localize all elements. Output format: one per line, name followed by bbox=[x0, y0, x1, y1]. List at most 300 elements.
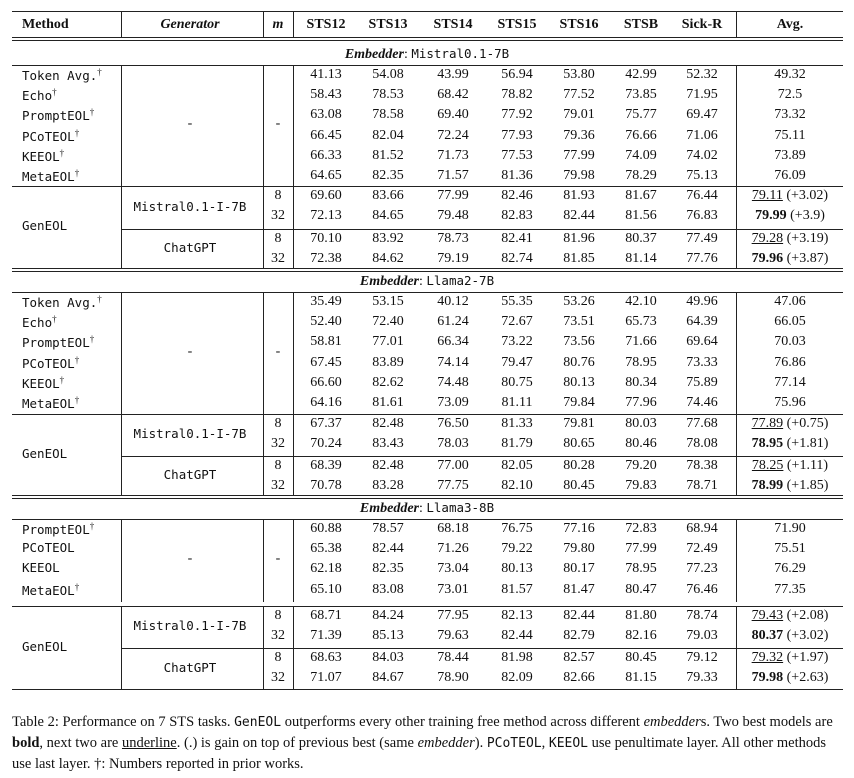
avg-score: 78.95 bbox=[751, 436, 784, 452]
method-name bbox=[22, 335, 94, 350]
avg-gain: (+3.19) bbox=[786, 231, 829, 246]
caption-text: outperforms every other training free method across different bbox=[281, 714, 644, 730]
m-dash: - bbox=[275, 116, 281, 131]
score-cell: 77.76 bbox=[686, 251, 718, 267]
caption-text: use penultimate layer. All other methods use last layer. †: Numbers reported in prior works. bbox=[12, 735, 827, 772]
column-header-method: Method bbox=[22, 17, 69, 32]
embedder-name: Mistral0.1-7B bbox=[411, 46, 510, 61]
m-value: 8 bbox=[274, 416, 282, 431]
column-header-stsb: STSB bbox=[623, 17, 659, 32]
score-cell: 77.99 bbox=[625, 541, 657, 557]
caption-text: ). bbox=[474, 735, 487, 751]
score-cell: 76.75 bbox=[501, 521, 533, 536]
column-header-sts13: STS13 bbox=[368, 17, 408, 32]
score-cell: 78.08 bbox=[686, 436, 718, 452]
dagger-mark: † bbox=[97, 294, 102, 304]
score-cell: 82.66 bbox=[563, 670, 595, 686]
method-name bbox=[22, 315, 57, 330]
score-cell: 81.96 bbox=[563, 231, 595, 246]
caption-genfeol: GenEOL bbox=[234, 715, 282, 730]
genfeol-method: GenEOL bbox=[22, 638, 68, 654]
embedder-colon: : bbox=[418, 274, 427, 289]
caption-text: , bbox=[541, 735, 549, 751]
avg-gain: (+3.02) bbox=[786, 188, 829, 203]
avg-score: 79.98 bbox=[751, 670, 784, 686]
rule-line bbox=[12, 268, 843, 269]
score-cell: 72.83 bbox=[625, 521, 657, 536]
score-cell: 68.71 bbox=[310, 608, 342, 623]
embedder-title bbox=[360, 502, 494, 516]
score-cell: 67.45 bbox=[310, 354, 342, 370]
embedder-label: Embedder bbox=[344, 47, 404, 62]
method-label: PCoTEOL bbox=[22, 540, 75, 556]
embedder-colon: : bbox=[403, 47, 412, 62]
score-cell: 77.99 bbox=[563, 147, 595, 163]
method-name bbox=[22, 583, 79, 598]
generator-dash: - bbox=[187, 343, 193, 359]
score-cell: 82.35 bbox=[372, 168, 404, 183]
m-value: 8 bbox=[274, 608, 282, 623]
score-cell: 71.06 bbox=[686, 127, 718, 143]
rule-line bbox=[121, 648, 843, 649]
rule-line bbox=[12, 495, 843, 496]
embedder-name: Llama2-7B bbox=[426, 273, 495, 288]
rule-line bbox=[121, 456, 843, 457]
method-label: PromptEOL bbox=[22, 108, 90, 124]
score-cell: 73.22 bbox=[501, 334, 533, 350]
column-rule bbox=[736, 292, 737, 414]
score-cell: 77.75 bbox=[437, 478, 469, 494]
score-cell: 79.47 bbox=[501, 354, 533, 370]
column-rule bbox=[263, 519, 264, 602]
score-cell: 81.52 bbox=[372, 147, 404, 163]
rule-line bbox=[12, 498, 843, 499]
score-cell: 74.46 bbox=[686, 395, 718, 410]
method-name bbox=[22, 562, 60, 575]
caption-embedder: embedder bbox=[643, 714, 701, 730]
score-cell: 82.83 bbox=[501, 208, 533, 224]
score-cell: 82.04 bbox=[372, 127, 404, 143]
rule-line bbox=[12, 606, 843, 607]
score-cell: 84.62 bbox=[372, 251, 404, 267]
score-cell: 76.50 bbox=[437, 416, 469, 431]
dagger-mark: † bbox=[89, 334, 95, 345]
score-cell: 65.10 bbox=[310, 581, 342, 597]
score-cell: 77.93 bbox=[501, 127, 533, 143]
m-value: 8 bbox=[274, 458, 282, 473]
avg-gain: (+3.02) bbox=[786, 628, 829, 644]
avg-score: 78.99 bbox=[751, 478, 784, 494]
score-cell: 80.13 bbox=[563, 374, 595, 390]
score-cell: 77.23 bbox=[686, 561, 718, 577]
score-cell: 80.45 bbox=[625, 650, 657, 665]
score-cell: 81.93 bbox=[563, 188, 595, 203]
generator-name: Mistral0.1-I-7B bbox=[133, 618, 247, 633]
score-cell: 60.88 bbox=[310, 521, 342, 536]
score-cell: 76.83 bbox=[686, 208, 718, 224]
score-cell: 70.78 bbox=[310, 478, 342, 494]
dagger-mark: † bbox=[89, 521, 95, 531]
score-cell: 84.03 bbox=[372, 650, 404, 665]
score-cell: 84.24 bbox=[372, 608, 404, 623]
score-cell: 64.65 bbox=[310, 168, 342, 183]
score-cell: 82.41 bbox=[501, 231, 533, 246]
score-cell: 54.08 bbox=[372, 67, 404, 82]
avg-cell: 70.03 bbox=[774, 334, 806, 350]
score-cell: 69.47 bbox=[686, 107, 718, 123]
column-rule bbox=[121, 65, 122, 186]
avg-gain: (+2.08) bbox=[786, 608, 829, 623]
score-cell: 73.01 bbox=[437, 581, 469, 597]
score-cell: 82.44 bbox=[501, 628, 533, 644]
generator-name: ChatGPT bbox=[163, 659, 217, 675]
score-cell: 81.67 bbox=[625, 188, 657, 203]
column-rule bbox=[293, 414, 294, 495]
score-cell: 78.95 bbox=[625, 561, 657, 577]
method-label: Token Avg. bbox=[22, 295, 98, 311]
method-name bbox=[22, 295, 102, 310]
avg-score: 80.37 bbox=[751, 628, 784, 644]
score-cell: 81.98 bbox=[501, 650, 533, 665]
genfeol-method: GenEOL bbox=[22, 218, 68, 233]
score-cell: 82.48 bbox=[372, 458, 404, 473]
avg-cell: 77.35 bbox=[774, 581, 806, 597]
score-cell: 66.45 bbox=[310, 127, 342, 143]
caption-pcoteol: PCoTEOL bbox=[486, 736, 542, 751]
rule-line bbox=[12, 271, 843, 272]
avg-cell: 66.05 bbox=[774, 314, 806, 330]
score-cell: 78.57 bbox=[372, 521, 404, 536]
score-cell: 76.46 bbox=[686, 581, 718, 597]
score-cell: 80.28 bbox=[563, 458, 595, 473]
score-cell: 78.58 bbox=[372, 107, 404, 123]
embedder-label: Embedder bbox=[359, 501, 419, 516]
score-cell: 72.38 bbox=[310, 251, 342, 267]
score-cell: 81.15 bbox=[625, 670, 657, 686]
column-rule bbox=[293, 11, 294, 37]
score-cell: 72.49 bbox=[686, 541, 718, 557]
method-name bbox=[22, 396, 79, 411]
score-cell: 66.60 bbox=[310, 374, 342, 390]
avg-cell: 73.32 bbox=[774, 107, 806, 123]
score-cell: 83.89 bbox=[372, 354, 404, 370]
score-cell: 72.67 bbox=[501, 314, 533, 330]
score-cell: 81.11 bbox=[501, 395, 533, 410]
column-rule bbox=[736, 414, 737, 495]
caption-text: . (.) is gain on top of previous best (same bbox=[176, 735, 418, 751]
avg-score: 79.96 bbox=[751, 251, 784, 267]
score-cell: 82.74 bbox=[501, 251, 533, 267]
score-cell: 82.48 bbox=[372, 416, 404, 431]
score-cell: 83.28 bbox=[372, 478, 404, 494]
column-rule bbox=[736, 65, 737, 186]
column-rule bbox=[121, 519, 122, 602]
caption-text: s. Two best models are bbox=[700, 714, 833, 730]
score-cell: 78.95 bbox=[625, 354, 657, 370]
column-rule bbox=[293, 519, 294, 602]
dagger-mark: † bbox=[59, 147, 65, 158]
method-label: PCoTEOL bbox=[22, 128, 75, 144]
score-cell: 79.48 bbox=[437, 208, 469, 224]
column-rule bbox=[736, 519, 737, 602]
score-cell: 76.66 bbox=[625, 127, 657, 143]
score-cell: 80.03 bbox=[625, 416, 657, 431]
score-cell: 64.16 bbox=[310, 395, 342, 410]
score-cell: 82.46 bbox=[501, 188, 533, 203]
dagger-mark: † bbox=[74, 168, 80, 178]
score-cell: 82.57 bbox=[563, 650, 595, 665]
score-cell: 81.85 bbox=[563, 251, 595, 267]
score-cell: 79.98 bbox=[563, 168, 595, 183]
rule-line bbox=[12, 689, 843, 690]
score-cell: 82.79 bbox=[563, 628, 595, 644]
avg-score: 79.99 bbox=[755, 208, 787, 224]
score-cell: 58.81 bbox=[310, 334, 342, 350]
dagger-mark: † bbox=[59, 374, 65, 385]
score-cell: 58.43 bbox=[310, 87, 342, 103]
method-name bbox=[22, 108, 94, 123]
score-cell: 77.01 bbox=[372, 334, 404, 350]
generator-name: Mistral0.1-I-7B bbox=[133, 426, 247, 441]
caption-embedder: embedder bbox=[417, 735, 475, 751]
score-cell: 68.18 bbox=[437, 521, 469, 536]
column-rule bbox=[121, 292, 122, 414]
column-rule bbox=[121, 414, 122, 495]
method-label: MetaEOL bbox=[22, 169, 75, 185]
score-cell: 78.90 bbox=[437, 670, 469, 686]
score-cell: 80.46 bbox=[625, 436, 657, 452]
score-cell: 75.13 bbox=[686, 168, 718, 183]
score-cell: 71.07 bbox=[310, 670, 342, 686]
score-cell: 71.39 bbox=[310, 628, 342, 644]
generator-name: ChatGPT bbox=[163, 466, 217, 482]
avg-cell: 76.86 bbox=[774, 354, 806, 370]
score-cell: 53.15 bbox=[372, 294, 404, 309]
column-rule bbox=[263, 292, 264, 414]
m-value: 8 bbox=[274, 188, 282, 203]
avg-cell: 77.14 bbox=[774, 374, 806, 390]
score-cell: 53.26 bbox=[563, 294, 595, 309]
score-cell: 74.09 bbox=[625, 147, 657, 163]
score-cell: 61.24 bbox=[437, 314, 469, 330]
score-cell: 64.39 bbox=[686, 314, 718, 330]
score-cell: 79.12 bbox=[686, 650, 718, 665]
avg-cell: 47.06 bbox=[774, 294, 806, 309]
score-cell: 71.95 bbox=[686, 87, 718, 103]
column-header-sts12: STS12 bbox=[306, 17, 346, 32]
caption-bold: bold bbox=[12, 735, 40, 751]
score-cell: 77.16 bbox=[563, 521, 595, 536]
score-cell: 74.02 bbox=[686, 147, 718, 163]
score-cell: 70.24 bbox=[310, 436, 342, 452]
dagger-mark: † bbox=[74, 581, 80, 592]
avg-cell: 76.29 bbox=[774, 561, 806, 577]
score-cell: 78.82 bbox=[501, 87, 533, 103]
score-cell: 75.77 bbox=[625, 107, 657, 123]
method-label: PromptEOL bbox=[22, 522, 90, 538]
score-cell: 71.66 bbox=[625, 334, 657, 350]
score-cell: 79.33 bbox=[686, 670, 718, 686]
method-name bbox=[22, 542, 75, 555]
embedder-title bbox=[345, 48, 509, 62]
caption-text: Table 2: Performance on 7 STS tasks. bbox=[12, 714, 235, 730]
score-cell: 79.20 bbox=[625, 458, 657, 473]
method-name bbox=[22, 169, 79, 184]
rule-line bbox=[12, 40, 843, 41]
score-cell: 77.52 bbox=[563, 87, 595, 103]
score-cell: 71.26 bbox=[437, 541, 469, 557]
score-cell: 35.49 bbox=[310, 294, 342, 309]
score-cell: 76.44 bbox=[686, 188, 718, 203]
rule-line bbox=[121, 229, 843, 230]
caption-underline: underline bbox=[121, 735, 177, 751]
score-cell: 73.04 bbox=[437, 561, 469, 577]
avg-gain: (+1.11) bbox=[786, 458, 829, 473]
generator-name: ChatGPT bbox=[163, 239, 217, 255]
score-cell: 68.63 bbox=[310, 650, 342, 665]
score-cell: 75.89 bbox=[686, 374, 718, 390]
score-cell: 69.40 bbox=[437, 107, 469, 123]
column-header-m: m bbox=[272, 17, 284, 32]
method-name bbox=[22, 376, 64, 391]
column-rule bbox=[263, 414, 264, 495]
score-cell: 77.95 bbox=[437, 608, 469, 623]
score-cell: 68.39 bbox=[310, 458, 342, 473]
rule-line bbox=[12, 37, 843, 38]
score-cell: 65.38 bbox=[310, 541, 342, 557]
embedder-colon: : bbox=[418, 501, 427, 516]
score-cell: 84.65 bbox=[372, 208, 404, 224]
embedder-label: Embedder bbox=[359, 274, 419, 289]
avg-gain: (+1.81) bbox=[786, 436, 829, 452]
m-value: 32 bbox=[271, 208, 285, 224]
score-cell: 83.66 bbox=[372, 188, 404, 203]
avg-gain: (+0.75) bbox=[786, 416, 829, 431]
score-cell: 49.96 bbox=[686, 294, 718, 309]
dagger-mark: † bbox=[97, 67, 102, 77]
column-header-sts14: STS14 bbox=[433, 17, 473, 32]
score-cell: 74.14 bbox=[437, 354, 469, 370]
score-cell: 80.75 bbox=[501, 374, 533, 390]
method-name bbox=[22, 522, 94, 537]
score-cell: 81.61 bbox=[372, 395, 404, 410]
table-caption bbox=[12, 712, 844, 775]
score-cell: 80.34 bbox=[625, 374, 657, 390]
score-cell: 82.44 bbox=[563, 208, 595, 224]
method-label: Echo bbox=[22, 315, 53, 331]
score-cell: 79.83 bbox=[625, 478, 657, 494]
score-cell: 79.01 bbox=[563, 107, 595, 123]
score-cell: 68.42 bbox=[437, 87, 469, 103]
column-rule bbox=[736, 186, 737, 268]
score-cell: 79.19 bbox=[437, 251, 469, 267]
column-rule bbox=[263, 65, 264, 186]
score-cell: 73.33 bbox=[686, 354, 718, 370]
column-rule bbox=[121, 186, 122, 268]
rule-line bbox=[12, 292, 843, 293]
score-cell: 69.64 bbox=[686, 334, 718, 350]
column-header-sick-r: Sick-R bbox=[681, 17, 723, 32]
score-cell: 77.49 bbox=[686, 231, 718, 246]
column-rule bbox=[121, 11, 122, 37]
score-cell: 80.76 bbox=[563, 354, 595, 370]
score-cell: 74.48 bbox=[437, 374, 469, 390]
avg-cell: 49.32 bbox=[774, 67, 806, 82]
dagger-mark: † bbox=[89, 107, 95, 118]
score-cell: 81.57 bbox=[501, 581, 533, 597]
avg-cell bbox=[752, 252, 829, 266]
score-cell: 81.47 bbox=[563, 581, 595, 597]
score-cell: 77.99 bbox=[437, 188, 469, 203]
m-value: 8 bbox=[274, 650, 282, 665]
m-value: 32 bbox=[271, 251, 285, 267]
score-cell: 70.10 bbox=[310, 231, 342, 246]
method-name bbox=[22, 149, 64, 164]
score-cell: 79.63 bbox=[437, 628, 469, 644]
avg-score: 79.28 bbox=[751, 231, 784, 246]
score-cell: 53.80 bbox=[563, 67, 595, 82]
score-cell: 83.43 bbox=[372, 436, 404, 452]
method-label: Token Avg. bbox=[22, 68, 98, 84]
column-rule bbox=[736, 11, 737, 37]
score-cell: 81.36 bbox=[501, 168, 533, 183]
method-name bbox=[22, 68, 102, 83]
avg-cell bbox=[752, 189, 828, 203]
column-header-generator: Generator bbox=[160, 17, 220, 32]
score-cell: 81.33 bbox=[501, 416, 533, 431]
method-name bbox=[22, 356, 79, 371]
score-cell: 40.12 bbox=[437, 294, 469, 309]
method-name bbox=[22, 129, 79, 144]
embedder-title bbox=[360, 275, 494, 289]
method-label: KEEOL bbox=[22, 375, 60, 391]
avg-cell: 73.89 bbox=[774, 147, 806, 163]
score-cell: 72.24 bbox=[437, 127, 469, 143]
column-rule bbox=[293, 186, 294, 268]
score-cell: 72.40 bbox=[372, 314, 404, 330]
generator-dash: - bbox=[187, 116, 193, 131]
score-cell: 81.56 bbox=[625, 208, 657, 224]
avg-score: 79.11 bbox=[751, 188, 783, 203]
score-cell: 80.17 bbox=[563, 561, 595, 577]
score-cell: 82.10 bbox=[501, 478, 533, 494]
method-name bbox=[22, 88, 57, 103]
method-label: MetaEOL bbox=[22, 396, 75, 412]
column-header-avg: Avg. bbox=[776, 17, 804, 32]
score-cell: 82.09 bbox=[501, 670, 533, 686]
avg-cell: 71.90 bbox=[774, 521, 806, 536]
rule-line bbox=[12, 186, 843, 187]
score-cell: 82.62 bbox=[372, 374, 404, 390]
score-cell: 52.40 bbox=[310, 314, 342, 330]
avg-score: 77.89 bbox=[751, 416, 784, 431]
avg-score: 79.43 bbox=[751, 608, 784, 623]
score-cell: 72.13 bbox=[310, 208, 342, 224]
score-cell: 78.53 bbox=[372, 87, 404, 103]
genfeol-method: GenEOL bbox=[22, 445, 68, 461]
score-cell: 77.68 bbox=[686, 416, 718, 431]
avg-gain: (+2.63) bbox=[786, 670, 829, 686]
avg-cell: 75.51 bbox=[774, 541, 806, 557]
column-header-sts15: STS15 bbox=[497, 17, 537, 32]
rule-line bbox=[12, 519, 843, 520]
score-cell: 78.44 bbox=[437, 650, 469, 665]
score-cell: 71.73 bbox=[437, 147, 469, 163]
score-cell: 78.29 bbox=[625, 168, 657, 183]
score-cell: 80.45 bbox=[563, 478, 595, 494]
score-cell: 77.00 bbox=[437, 458, 469, 473]
score-cell: 71.57 bbox=[437, 168, 469, 183]
